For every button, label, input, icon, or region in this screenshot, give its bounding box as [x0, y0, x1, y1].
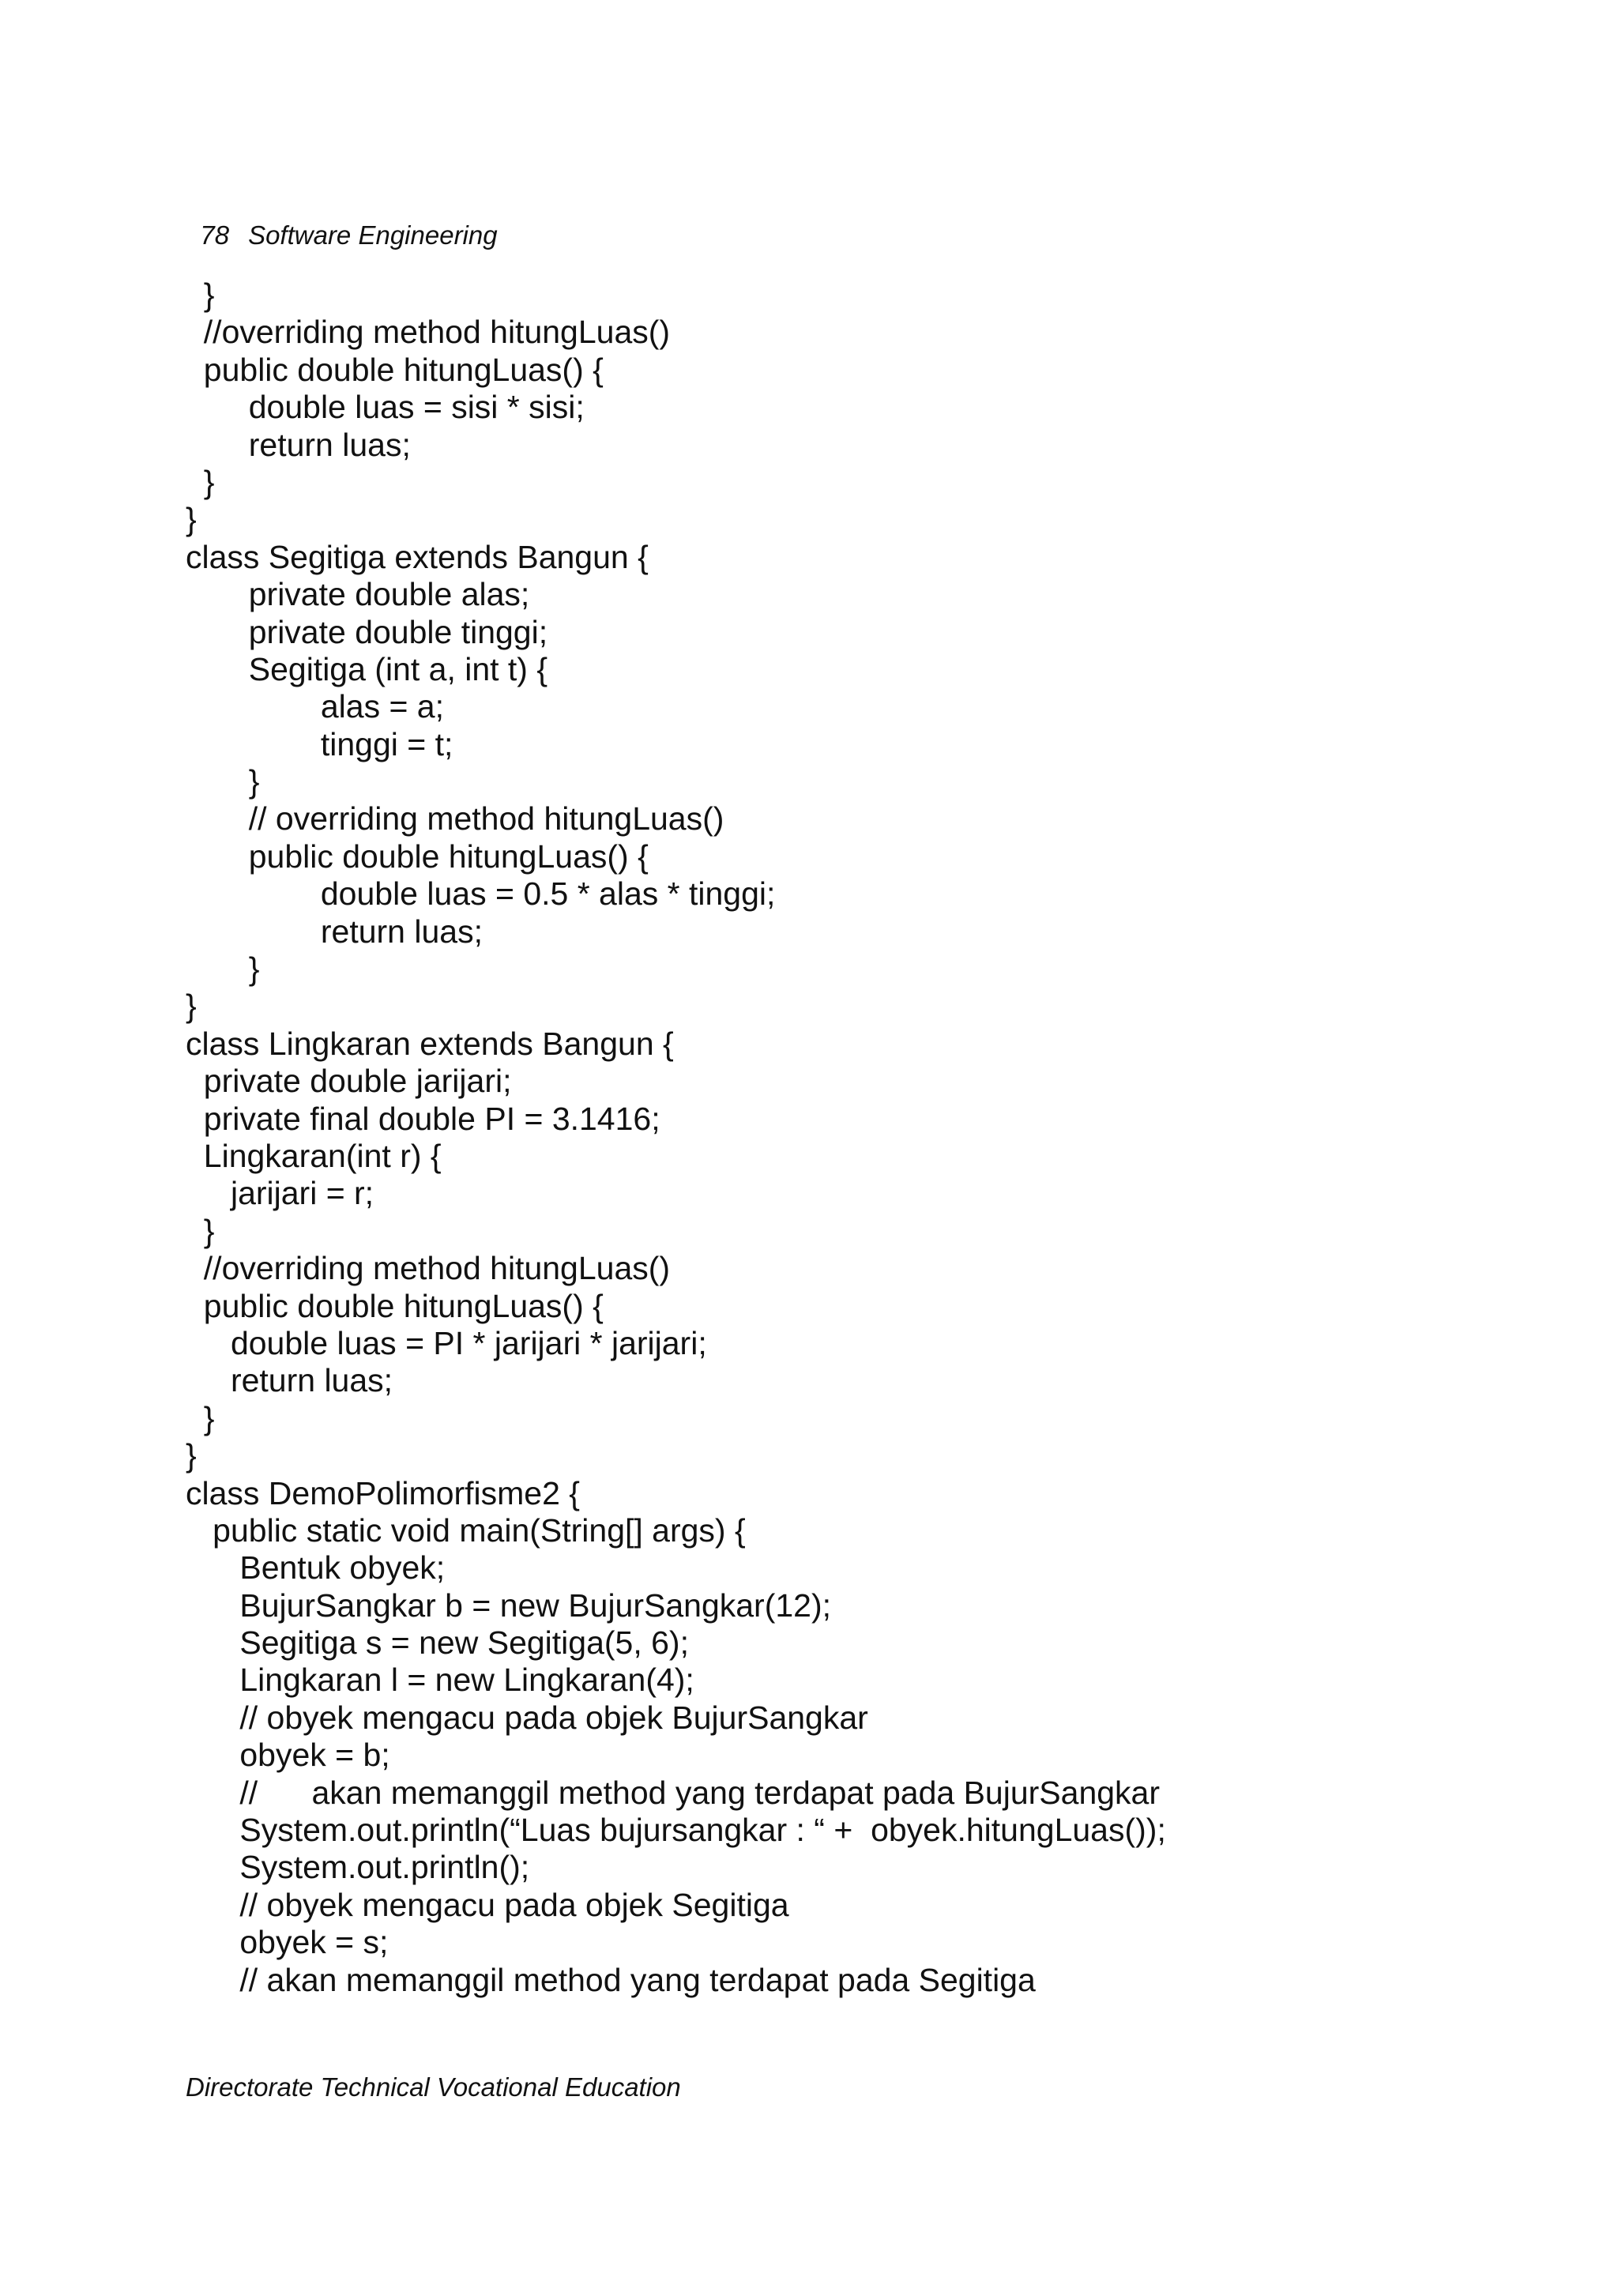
- code-line: public double hitungLuas() {: [186, 837, 649, 875]
- code-line: return luas;: [186, 913, 483, 950]
- code-line: public static void main(String[] args) {: [186, 1511, 746, 1549]
- code-line: }: [186, 763, 260, 800]
- code-line: double luas = 0.5 * alas * tinggi;: [186, 875, 776, 913]
- code-line: //overriding method hitungLuas(): [186, 314, 671, 351]
- code-line: BujurSangkar b = new BujurSangkar(12);: [186, 1586, 832, 1624]
- page-number: 78: [200, 220, 230, 250]
- code-line: class DemoPolimorfisme2 {: [186, 1474, 580, 1511]
- code-line: public double hitungLuas() {: [186, 1287, 604, 1324]
- code-line: Lingkaran(int r) {: [186, 1137, 442, 1174]
- code-line: Segitiga s = new Segitiga(5, 6);: [186, 1624, 689, 1662]
- code-line: //overriding method hitungLuas(): [186, 1250, 671, 1287]
- code-line: jarijari = r;: [186, 1175, 374, 1212]
- code-line: double luas = sisi * sisi;: [186, 389, 585, 426]
- page-footer: Directorate Technical Vocational Education: [186, 2072, 681, 2102]
- code-line: // akan memanggil method yang terdapat pada Segitiga: [186, 1961, 1036, 1998]
- code-line: System.out.println(“Luas bujursangkar : “ + obyek.hitungLuas());: [186, 1812, 1166, 1849]
- code-line: // overriding method hitungLuas(): [186, 800, 724, 837]
- code-line: tinggi = t;: [186, 725, 453, 762]
- code-line: obyek = s;: [186, 1924, 389, 1961]
- code-line: }: [186, 1399, 215, 1436]
- page-header: [186, 183, 498, 253]
- code-line: private double jarijari;: [186, 1063, 512, 1100]
- code-line: }: [186, 501, 197, 538]
- code-line: return luas;: [186, 1362, 393, 1399]
- code-line: }: [186, 988, 197, 1025]
- code-line: }: [186, 950, 260, 988]
- code-line: }: [186, 1212, 215, 1249]
- code-line: class Lingkaran extends Bangun {: [186, 1025, 674, 1062]
- code-listing: [186, 277, 1166, 1999]
- code-line: // obyek mengacu pada objek Segitiga: [186, 1886, 789, 1923]
- code-line: // akan memanggil method yang terdapat pada BujurSangkar: [186, 1774, 1161, 1811]
- book-title: Software Engineering: [248, 220, 498, 250]
- code-line: }: [186, 1437, 197, 1474]
- code-line: Bentuk obyek;: [186, 1549, 446, 1586]
- code-line: obyek = b;: [186, 1737, 390, 1774]
- code-line: }: [186, 463, 215, 500]
- code-line: private double tinggi;: [186, 613, 548, 650]
- code-line: private double alas;: [186, 576, 530, 613]
- code-line: public double hitungLuas() {: [186, 351, 604, 388]
- code-line: }: [186, 277, 215, 313]
- code-line: System.out.println();: [186, 1849, 530, 1886]
- code-line: private final double PI = 3.1416;: [186, 1100, 660, 1137]
- code-line: Lingkaran l = new Lingkaran(4);: [186, 1662, 694, 1699]
- code-line: class Segitiga extends Bangun {: [186, 538, 649, 575]
- code-line: // obyek mengacu pada objek BujurSangkar: [186, 1699, 868, 1736]
- code-line: alas = a;: [186, 688, 444, 725]
- code-line: double luas = PI * jarijari * jarijari;: [186, 1324, 707, 1361]
- code-line: Segitiga (int a, int t) {: [186, 650, 548, 687]
- code-line: return luas;: [186, 426, 411, 463]
